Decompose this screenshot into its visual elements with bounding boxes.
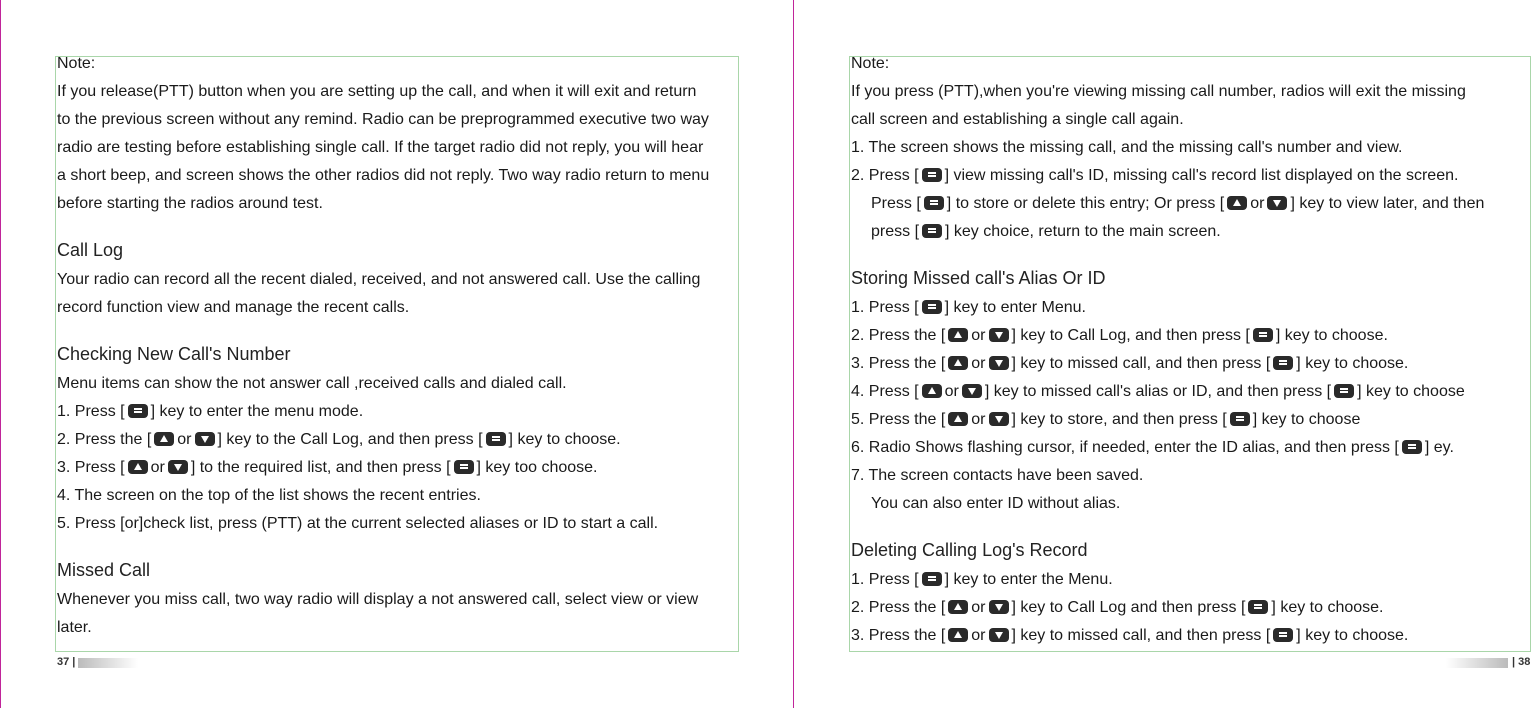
deleting-step-1: 1. Press [ ] key to enter the Menu. — [851, 571, 1113, 588]
storing-step-1: 1. Press [ ] key to enter Menu. — [851, 299, 1086, 316]
menu-key-icon — [1334, 384, 1354, 398]
down-arrow-key-icon — [989, 356, 1009, 370]
menu-key-icon — [1253, 328, 1273, 342]
up-arrow-key-icon — [1227, 196, 1247, 210]
checking-step-2: 2. Press the [ or ] key to the Call Log, and then press [ ] key to choose. — [57, 431, 621, 448]
call-log-heading: Call Log — [57, 240, 124, 260]
up-arrow-key-icon — [948, 356, 968, 370]
up-arrow-key-icon — [948, 412, 968, 426]
note-line: a short beep, and screen shows the other radios did not reply. Two way radio return to menu — [57, 167, 710, 184]
storing-step-6: 6. Radio Shows flashing cursor, if needed, enter the ID alias, and then press [ ] ey. — [851, 439, 1454, 456]
down-arrow-key-icon — [989, 600, 1009, 614]
down-arrow-key-icon — [962, 384, 982, 398]
left-page — [57, 50, 709, 642]
note-line: radio are testing before establishing single call. If the target radio did not reply, you will hear — [57, 139, 704, 156]
storing-step-7-note: You can also enter ID without alias. — [871, 495, 1121, 512]
note-line: If you release(PTT) button when you are setting up the call, and when it will exit and return — [57, 83, 697, 100]
checking-intro: Menu items can show the not answer call ,received calls and dialed call. — [57, 375, 567, 392]
checking-step-4: 4. The screen on the top of the list shows the recent entries. — [57, 487, 481, 504]
up-arrow-key-icon — [948, 328, 968, 342]
note-line: before starting the radios around test. — [57, 195, 323, 212]
step-2-cont: press [ ] key choice, return to the main screen. — [871, 223, 1221, 240]
step-1: 1. The screen shows the missing call, and the missing call's number and view. — [851, 139, 1403, 156]
deleting-heading: Deleting Calling Log's Record — [851, 540, 1088, 560]
down-arrow-key-icon — [168, 460, 188, 474]
menu-key-icon — [1273, 356, 1293, 370]
menu-key-icon — [922, 168, 942, 182]
menu-key-icon — [922, 224, 942, 238]
menu-key-icon — [1273, 628, 1293, 642]
missed-call-heading: Missed Call — [57, 560, 151, 580]
menu-key-icon — [922, 572, 942, 586]
checking-step-5: 5. Press [or]check list, press (PTT) at the current selected aliases or ID to start a call. — [57, 515, 659, 532]
page-number-left: 37 | — [57, 656, 76, 668]
note-label: Note: — [57, 55, 96, 72]
menu-key-icon — [128, 404, 148, 418]
left-page-edge — [0, 0, 1, 708]
call-log-line: record function view and manage the recent calls. — [57, 299, 410, 316]
note-line: call screen and establishing a single call again. — [851, 111, 1184, 128]
deleting-step-2: 2. Press the [ or ] key to Call Log and then press [ ] key to choose. — [851, 599, 1384, 616]
storing-step-5: 5. Press the [ or ] key to store, and then press [ ] key to choose — [851, 411, 1361, 428]
storing-step-4: 4. Press [ or ] key to missed call's alias or ID, and then press [ ] key to choose — [851, 383, 1465, 400]
footer-bar-left — [78, 658, 138, 668]
down-arrow-key-icon — [989, 628, 1009, 642]
note-line: to the previous screen without any remind. Radio can be preprogrammed executive two way — [57, 111, 709, 128]
step-2-cont: Press [ ] to store or delete this entry; Or press [ or ] key to view later, and then — [871, 195, 1485, 212]
storing-step-7: 7. The screen contacts have been saved. — [851, 467, 1144, 484]
up-arrow-key-icon — [128, 460, 148, 474]
storing-step-3: 3. Press the [ or ] key to missed call, and then press [ ] key to choose. — [851, 355, 1409, 372]
right-page — [851, 50, 1484, 650]
down-arrow-key-icon — [989, 328, 1009, 342]
call-log-line: Your radio can record all the recent dialed, received, and not answered call. Use the calling — [57, 271, 701, 288]
menu-key-icon — [454, 460, 474, 474]
missed-call-line: Whenever you miss call, two way radio will display a not answered call, select view or view — [57, 591, 699, 608]
up-arrow-key-icon — [922, 384, 942, 398]
menu-key-icon — [486, 432, 506, 446]
note-line: If you press (PTT),when you're viewing missing call number, radios will exit the missing — [851, 83, 1466, 100]
step-2: 2. Press [ ] view missing call's ID, missing call's record list displayed on the screen. — [851, 167, 1459, 184]
menu-key-icon — [922, 300, 942, 314]
storing-heading: Storing Missed call's Alias Or ID — [851, 268, 1106, 288]
note-label: Note: — [851, 55, 890, 72]
page-divider — [793, 0, 794, 708]
up-arrow-key-icon — [948, 628, 968, 642]
menu-key-icon — [1402, 440, 1422, 454]
footer-bar-right — [1446, 658, 1508, 668]
down-arrow-key-icon — [195, 432, 215, 446]
checking-heading: Checking New Call's Number — [57, 344, 291, 364]
missed-call-line: later. — [57, 619, 92, 636]
page-number-right: | 38 — [1512, 656, 1531, 668]
checking-step-3: 3. Press [ or ] to the required list, and then press [ ] key too choose. — [57, 459, 598, 476]
storing-step-2: 2. Press the [ or ] key to Call Log, and then press [ ] key to choose. — [851, 327, 1388, 344]
down-arrow-key-icon — [1267, 196, 1287, 210]
down-arrow-key-icon — [989, 412, 1009, 426]
up-arrow-key-icon — [948, 600, 968, 614]
deleting-step-3: 3. Press the [ or ] key to missed call, and then press [ ] key to choose. — [851, 627, 1409, 644]
up-arrow-key-icon — [154, 432, 174, 446]
menu-key-icon — [1248, 600, 1268, 614]
menu-key-icon — [924, 196, 944, 210]
checking-step-1: 1. Press [ ] key to enter the menu mode. — [57, 403, 364, 420]
menu-key-icon — [1230, 412, 1250, 426]
